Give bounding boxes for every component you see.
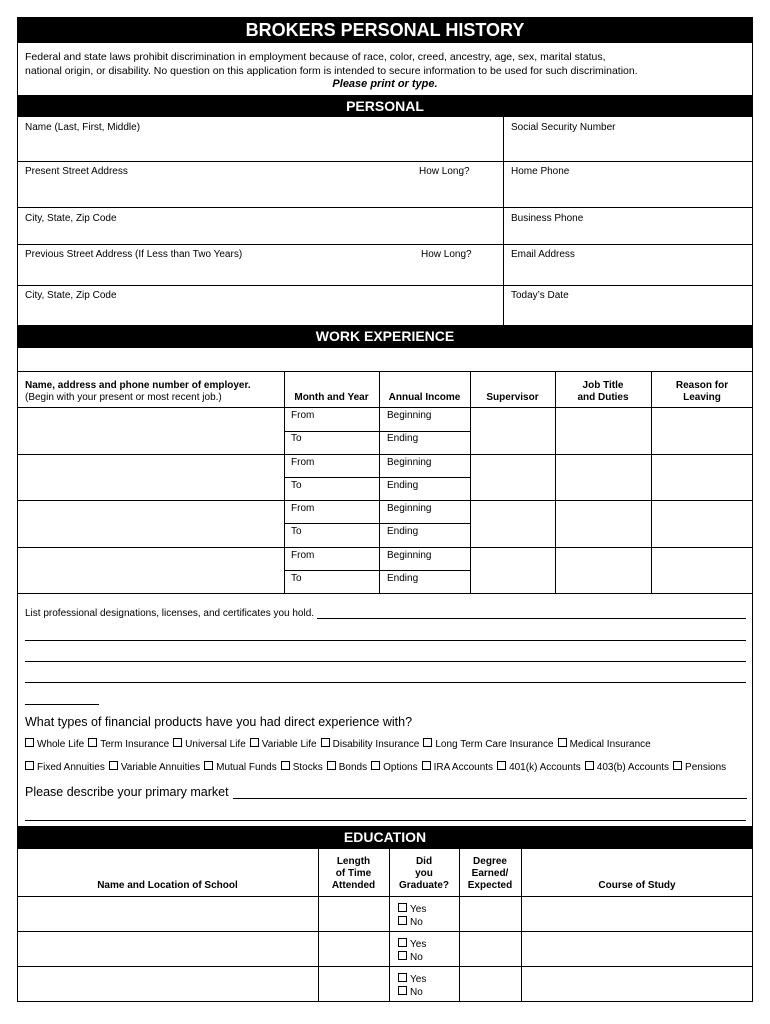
home-phone-label: Home Phone [511,166,570,177]
email-label: Email Address [511,249,575,260]
no-option[interactable] [398,986,426,999]
product-label: Universal Life [185,739,246,750]
course-header: Course of Study [598,880,676,891]
primary-market-line[interactable] [233,798,747,799]
product-option[interactable] [281,762,323,773]
disclaimer-line-1: Federal and state laws prohibit discrimination in employment because of race, color, creed, ancestry, age, sex, marital status, [25,51,606,63]
reason-header-line2: Leaving [683,392,721,403]
yes-option[interactable] [398,973,426,986]
designations-line[interactable] [317,618,746,619]
ending-label: Ending [387,480,419,491]
print-instruction: Please print or type. [332,78,438,90]
degree-header-line1: Degree [473,856,507,867]
from-label: From [291,503,315,514]
to-label: To [291,480,302,491]
length-header-line2: of Time [335,868,372,879]
yes-label: Yes [410,974,427,985]
disclaimer-line-2: national origin, or disability. No question on this application form is intended to secure information to be used for such discrimination. [25,65,638,77]
products-row-2 [25,761,730,773]
checkbox-icon[interactable] [398,938,407,947]
product-option[interactable] [371,762,417,773]
yes-option[interactable] [398,938,426,951]
checkbox-icon[interactable] [281,761,290,770]
graduate-header-line1: Did [415,856,433,867]
graduate-header-line3: Graduate? [398,880,449,891]
reason-header-line1: Reason for [675,380,729,391]
no-option[interactable] [398,916,426,929]
product-label: Bonds [338,762,368,773]
business-phone-label: Business Phone [511,213,584,224]
no-option[interactable] [398,951,426,964]
checkbox-icon[interactable] [88,738,97,747]
employer-header-note: (Begin with your present or most recent job.) [25,392,222,403]
product-label: Stocks [292,762,323,773]
products-row-1 [25,738,655,750]
beginning-label: Beginning [387,457,432,468]
product-option[interactable] [327,762,367,773]
product-option[interactable] [109,762,200,773]
product-option[interactable] [585,762,669,773]
checkbox-icon[interactable] [173,738,182,747]
product-option[interactable] [204,762,277,773]
product-label: Medical Insurance [569,739,651,750]
checkbox-icon[interactable] [423,738,432,747]
degree-header [459,856,521,892]
yes-label: Yes [410,939,427,950]
graduate-choice [398,903,426,929]
from-label: From [291,550,315,561]
employer-header-title: Name, address and phone number of employer. [25,380,251,391]
length-header-line3: Attended [331,880,376,891]
present-how-long-label: How Long? [419,166,470,177]
checkbox-icon[interactable] [398,951,407,960]
month-year-header: Month and Year [294,392,369,403]
present-address-label: Present Street Address [25,166,128,177]
beginning-label: Beginning [387,503,432,514]
job-title-header [555,380,651,404]
to-label: To [291,573,302,584]
checkbox-icon[interactable] [250,738,259,747]
checkbox-icon[interactable] [371,761,380,770]
no-label: No [410,987,423,998]
designations-line-short[interactable] [25,704,99,705]
product-option[interactable] [673,762,726,773]
checkbox-icon[interactable] [497,761,506,770]
designations-line[interactable] [25,640,746,641]
product-option[interactable] [422,762,493,773]
employer-column-header [25,380,251,404]
designations-line[interactable] [25,661,746,662]
graduate-choice [398,973,426,999]
checkbox-icon[interactable] [25,761,34,770]
graduate-choice [398,938,426,964]
checkbox-icon[interactable] [398,916,407,925]
todays-date-label: Today’s Date [511,290,569,301]
product-label: Variable Annuities [120,762,201,773]
to-label: To [291,433,302,444]
checkbox-icon[interactable] [673,761,682,770]
beginning-label: Beginning [387,550,432,561]
previous-how-long-label: How Long? [421,249,472,260]
checkbox-icon[interactable] [25,738,34,747]
ending-label: Ending [387,526,419,537]
product-label: 401(k) Accounts [509,762,581,773]
yes-label: Yes [410,904,427,915]
product-label: Whole Life [37,739,85,750]
no-label: No [410,917,423,928]
product-label: Term Insurance [100,739,170,750]
yes-option[interactable] [398,903,426,916]
checkbox-icon[interactable] [422,761,431,770]
from-label: From [291,457,315,468]
primary-market-line[interactable] [25,820,746,821]
product-label: Disability Insurance [332,739,420,750]
designations-label: List professional designations, licenses, and certificates you hold. [25,608,315,619]
ending-label: Ending [387,433,419,444]
checkbox-icon[interactable] [585,761,594,770]
product-label: Fixed Annuities [37,762,105,773]
job-title-header-line2: and Duties [577,392,629,403]
length-header-line1: Length [336,856,371,867]
education-section-heading: EDUCATION [17,826,753,849]
to-label: To [291,526,302,537]
product-label: Mutual Funds [216,762,277,773]
previous-city-state-zip-label: City, State, Zip Code [25,290,117,301]
product-label: Options [383,762,418,773]
work-section-heading: WORK EXPERIENCE [17,325,753,348]
product-label: Long Term Care Insurance [435,739,554,750]
product-option[interactable] [250,739,317,750]
ending-label: Ending [387,573,419,584]
product-label: IRA Accounts [433,762,494,773]
reason-header [651,380,753,404]
length-header [318,856,389,892]
product-option[interactable] [173,739,246,750]
checkbox-icon[interactable] [321,738,330,747]
from-label: From [291,410,315,421]
checkbox-icon[interactable] [398,973,407,982]
beginning-label: Beginning [387,410,432,421]
checkbox-icon[interactable] [109,761,118,770]
personal-section-heading: PERSONAL [17,95,753,117]
previous-address-label: Previous Street Address (If Less than Two Years) [25,249,243,260]
checkbox-icon[interactable] [204,761,213,770]
product-option[interactable] [321,739,420,750]
product-option[interactable] [25,739,84,750]
school-header: Name and Location of School [97,880,238,891]
product-label: Variable Life [261,739,317,750]
product-option[interactable] [497,762,581,773]
product-label: 403(b) Accounts [596,762,670,773]
product-option[interactable] [423,739,553,750]
designations-line[interactable] [25,682,746,683]
degree-header-line2: Earned/ [471,868,509,879]
checkbox-icon[interactable] [398,986,407,995]
name-label: Name (Last, First, Middle) [25,122,141,133]
checkbox-icon[interactable] [558,738,567,747]
annual-income-header: Annual Income [388,392,461,403]
form-title: BROKERS PERSONAL HISTORY [17,17,753,43]
checkbox-icon[interactable] [398,903,407,912]
job-title-header-line1: Job Title [582,380,624,391]
degree-header-line3: Expected [467,880,513,891]
no-label: No [410,952,423,963]
product-option[interactable] [558,739,651,750]
supervisor-header: Supervisor [486,392,539,403]
checkbox-icon[interactable] [327,761,336,770]
graduate-header-line2: you [415,868,433,879]
product-option[interactable] [88,739,169,750]
primary-market-label: Please describe your primary market [25,785,229,799]
city-state-zip-label: City, State, Zip Code [25,213,117,224]
products-question: What types of financial products have you had direct experience with? [25,715,413,729]
graduate-header [389,856,459,892]
product-label: Pensions [685,762,727,773]
ssn-label: Social Security Number [511,122,616,133]
product-option[interactable] [25,762,105,773]
